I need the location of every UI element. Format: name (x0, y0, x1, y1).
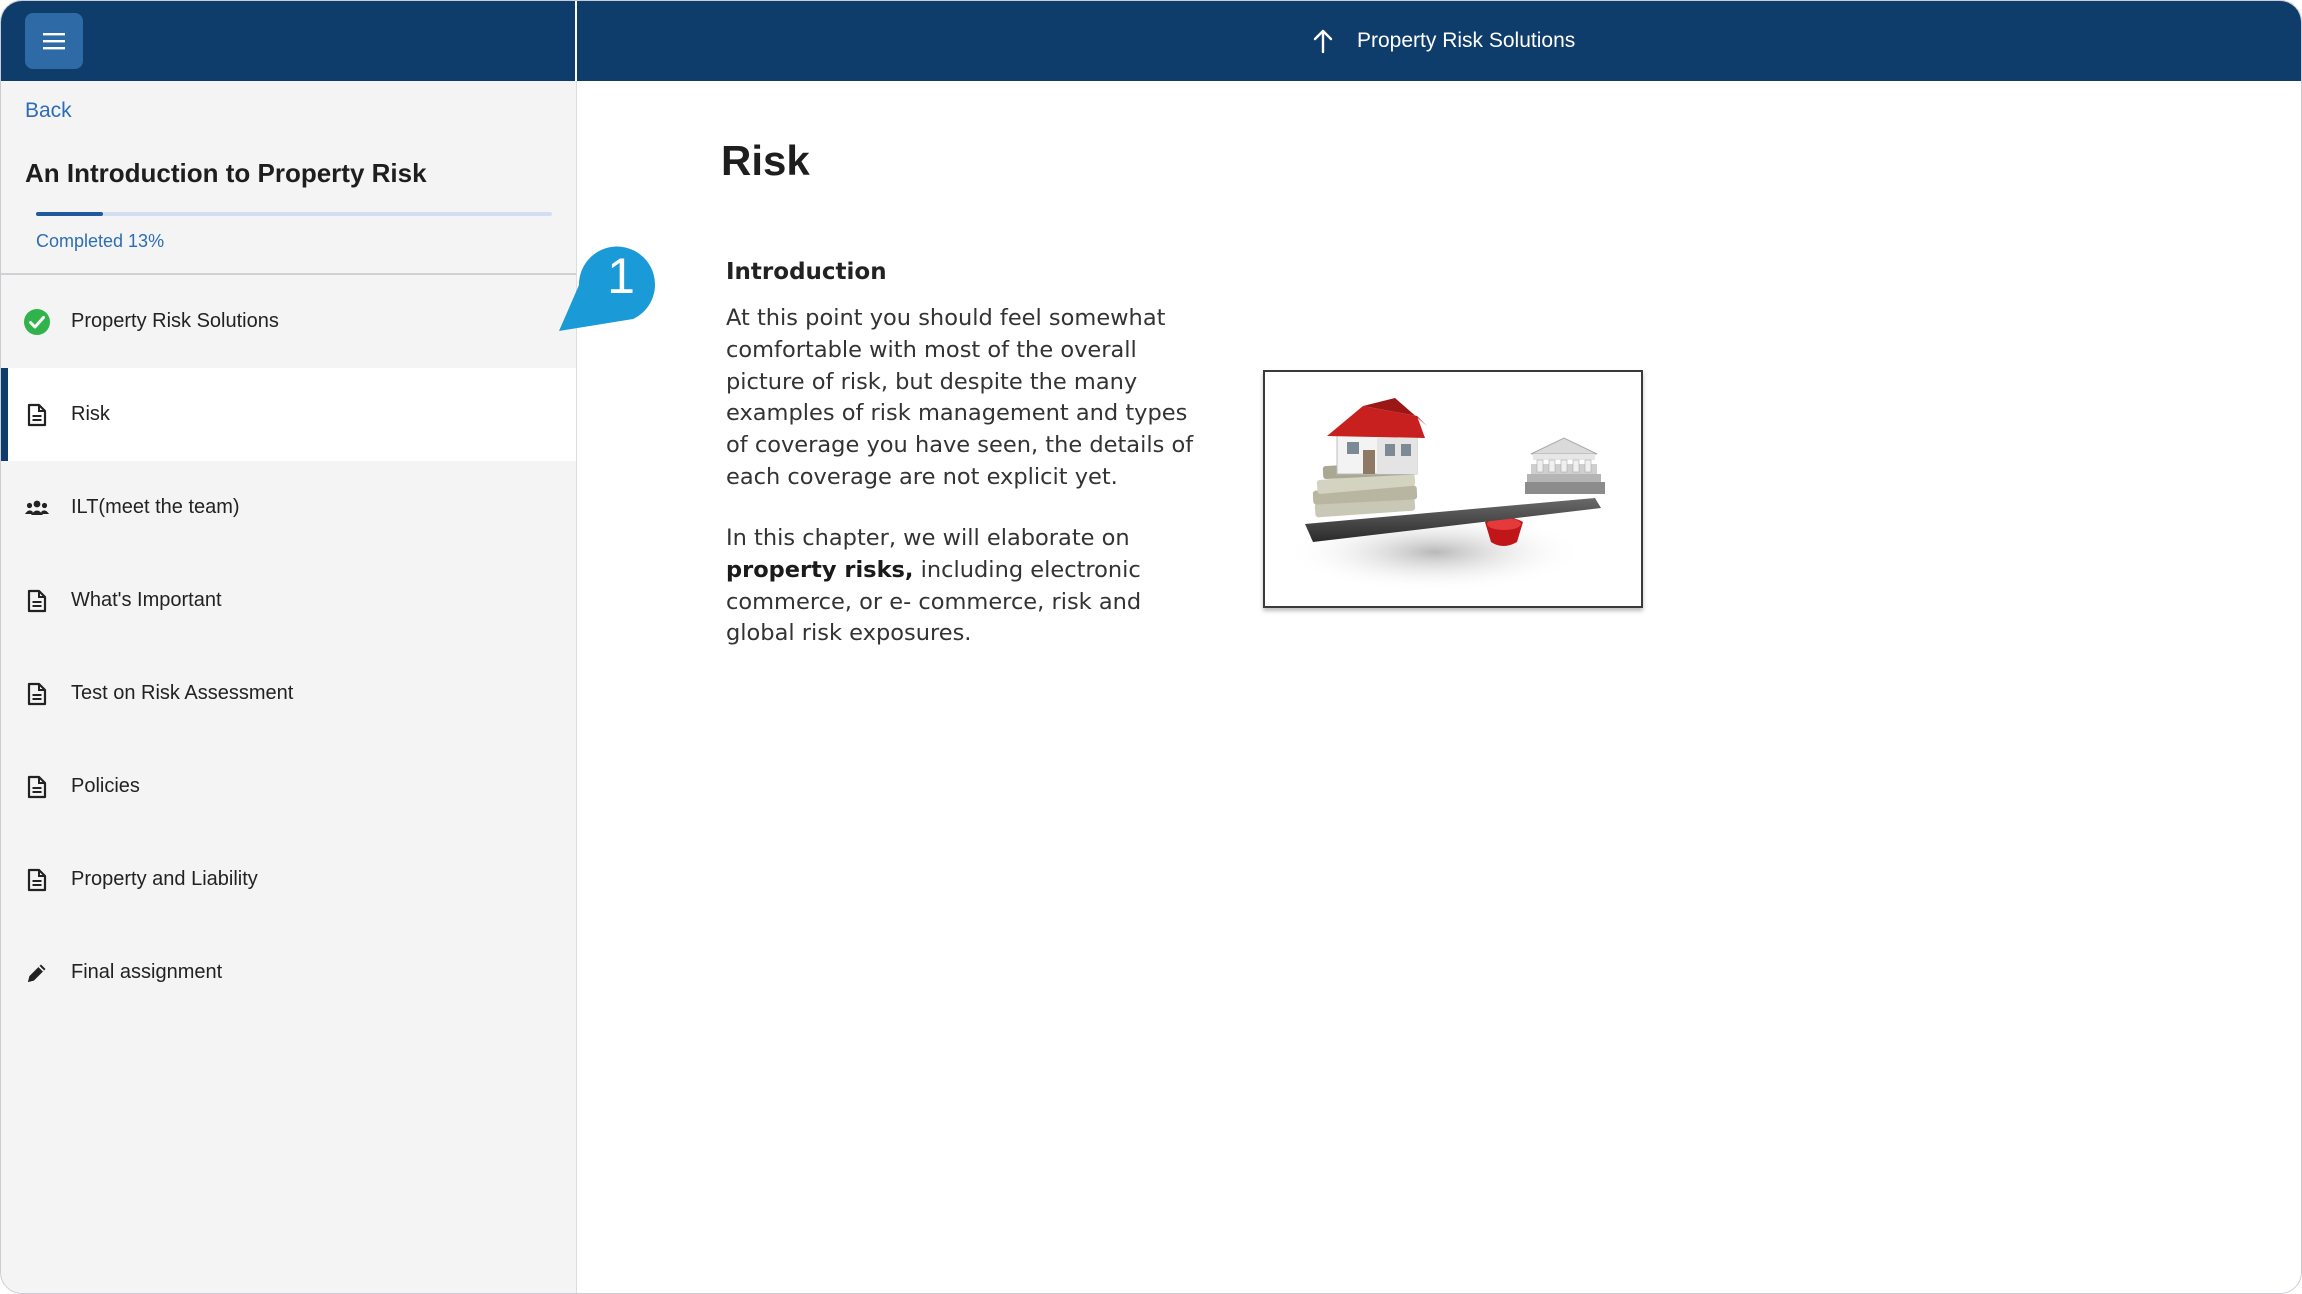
document-icon (23, 773, 51, 801)
chapter-paragraph (726, 523, 1216, 650)
lesson-item-whats-important[interactable] (1, 554, 576, 647)
course-sidebar (1, 81, 577, 1294)
document-icon (23, 866, 51, 894)
lesson-list (1, 275, 576, 1019)
lesson-item-label: Property and Liability (71, 868, 258, 890)
parent-section-link[interactable] (1311, 1, 1575, 81)
menu-button[interactable] (25, 13, 83, 69)
lesson-item-label: Property Risk Solutions (71, 310, 279, 332)
lesson-item-policies[interactable] (1, 740, 576, 833)
people-icon (23, 494, 51, 522)
lesson-item-ilt-meet-the-team[interactable] (1, 461, 576, 554)
paragraph-text: including electronic commerce, or e- commerce, risk and global risk exposures. (726, 556, 1142, 647)
pencil-icon (23, 959, 51, 987)
intro-paragraph: At this point you should feel somewhat comfortable with most of the overall picture of risk, but despite the many examples of risk management and types of coverage you have seen, the details of each coverage are not explicit yet. (726, 305, 1194, 490)
top-bar (1, 1, 2301, 81)
lesson-item-property-risk-solutions[interactable] (1, 275, 576, 368)
paragraph-bold-text: property risks, (726, 556, 914, 583)
callout-number: 1 (607, 248, 635, 304)
progress-label: Completed 13% (36, 231, 165, 251)
document-icon (23, 680, 51, 708)
lesson-item-label: ILT(meet the team) (71, 496, 240, 518)
hamburger-menu-icon (41, 30, 67, 52)
paragraph-text: In this chapter, we will elaborate on (726, 525, 1130, 551)
lesson-item-test-on-risk-assessment[interactable] (1, 647, 576, 740)
progress-bar (36, 212, 552, 216)
lesson-item-label: Test on Risk Assessment (71, 682, 294, 704)
lesson-item-risk[interactable] (1, 368, 576, 461)
house-bank-seesaw-illustration (1263, 370, 1643, 608)
document-icon (23, 401, 51, 429)
lesson-item-final-assignment[interactable] (1, 926, 576, 1019)
topbar-divider (575, 1, 577, 81)
section-heading: Introduction (726, 259, 887, 285)
progress-bar-fill (36, 212, 103, 216)
lesson-item-label: Policies (71, 775, 140, 797)
lesson-item-label: Risk (71, 403, 110, 425)
arrow-up-icon (1311, 28, 1335, 54)
lesson-item-label: Final assignment (71, 961, 223, 983)
document-icon (23, 587, 51, 615)
page-title: Risk (721, 137, 810, 184)
lesson-content (577, 81, 2301, 1293)
check-circle-icon (23, 308, 51, 336)
topbar-title: Property Risk Solutions (1357, 29, 1576, 52)
back-link[interactable]: Back (25, 99, 72, 122)
lesson-item-label: What's Important (71, 589, 222, 611)
lesson-item-property-and-liability[interactable] (1, 833, 576, 926)
course-title: An Introduction to Property Risk (25, 158, 427, 188)
